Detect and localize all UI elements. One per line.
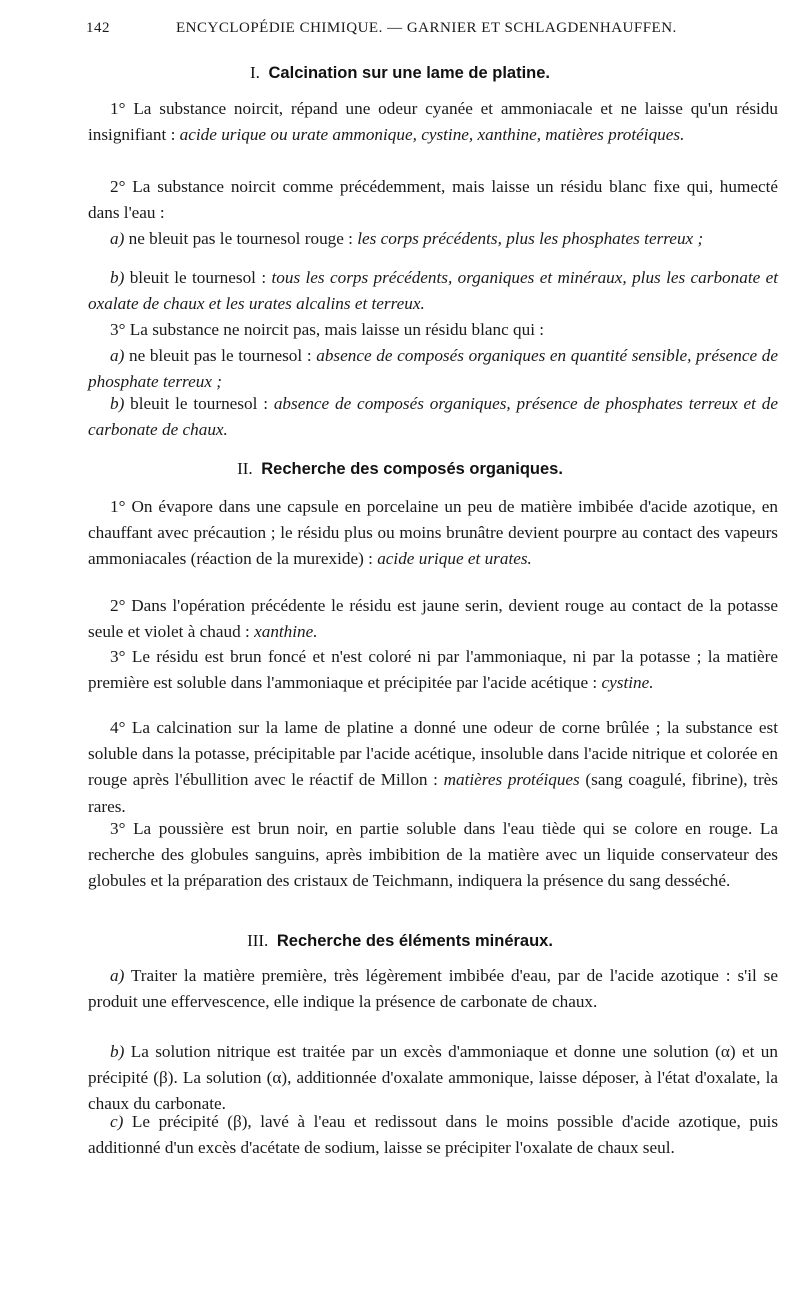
running-title: ENCYCLOPÉDIE CHIMIQUE. — GARNIER ET SCHLAGDENHAUFFEN. [176, 20, 677, 36]
item-marker: 3° [110, 320, 126, 339]
paragraph-italic: absence de composés organiques en quantité sensible, présence de phosphate terreux ; [88, 346, 778, 392]
item-marker: 2° [110, 177, 126, 196]
paragraph-text: La substance ne noircit pas, mais laisse un résidu blanc qui : [129, 320, 545, 339]
paragraph-text: Traiter la matière première, très légèrement imbibée d'eau, par de l'acide azotique : s'il se produit une effervescence, elle indique la présence de carbonate de chaux. [88, 966, 778, 1012]
paragraph-text: La poussière est brun noir, en partie soluble dans l'eau tiède qui se colore en rouge. La recherche des globules sanguins, après imbibition de la matière avec un liquide conservateur des globules et la préparation des cristaux de Teichmann, indiquera la présence du sang desséché. [88, 819, 778, 891]
paragraph [88, 715, 778, 820]
section-number: III. [247, 931, 269, 950]
paragraph-text: ne bleuit pas le tournesol rouge : [128, 229, 353, 248]
paragraph [88, 816, 778, 895]
paragraph-tail: (sang coagulé, fibrine), très rares. [88, 770, 778, 816]
paragraph [88, 96, 778, 148]
section-number: II. [237, 459, 253, 478]
item-marker: 1° [110, 497, 126, 516]
paragraph-italic: tous les corps précédents, organiques et minéraux, plus les carbonate et oxalate de chaux et les urates alcalins et terreux. [88, 268, 779, 314]
paragraph-italic: cystine. [601, 673, 654, 693]
item-marker: 2° [110, 596, 126, 615]
running-head [86, 20, 786, 37]
paragraph-text: Le précipité (β), lavé à l'eau et redissout dans le moins possible d'acide azotique, puis additionné d'un excès d'acétate de sodium, laisse se précipiter l'oxalate de chaux seul. [88, 1112, 779, 1158]
paragraph-text: Dans l'opération précédente le résidu est jaune serin, devient rouge au contact de la potasse seule et violet à chaud : [88, 596, 779, 642]
item-marker: b) [110, 1042, 125, 1061]
paragraph [88, 593, 778, 645]
paragraph-text: bleuit le tournesol : [129, 268, 267, 287]
section-heading [0, 459, 800, 479]
section-number: I. [250, 63, 260, 82]
section-title: Recherche des composés organiques. [261, 460, 563, 478]
item-marker: 1° [110, 99, 126, 118]
paragraph [88, 226, 778, 252]
paragraph-text: bleuit le tournesol : [130, 394, 268, 413]
item-marker: 3° [110, 647, 126, 666]
item-marker: 3° [110, 819, 126, 838]
paragraph-text: La solution nitrique est traitée par un excès d'ammoniaque et donne une solution (α) et un précipité (β). La solution (α), additionnée d'oxalate ammonique, laisse déposer, à l'état d'oxalate, la chaux du carbonate. [88, 1042, 778, 1114]
paragraph [88, 963, 778, 1015]
paragraph [88, 317, 778, 343]
paragraph-text: ne bleuit pas le tournesol : [128, 346, 312, 365]
paragraph-italic: acide urique ou urate ammonique, cystine, xanthine, matières protéiques. [179, 125, 685, 145]
page-number: 142 [86, 20, 110, 36]
paragraph-italic: acide urique et urates. [377, 549, 532, 569]
paragraph [88, 494, 778, 573]
paragraph-italic: matières protéiques [443, 770, 580, 790]
paragraph [88, 265, 778, 317]
item-marker: a) [110, 346, 125, 365]
paragraph-text: La calcination sur la lame de platine a donné une odeur de corne brûlée ; la substance est soluble dans la potasse, précipitable par l'acide acétique, insoluble dans l'acide nitrique et colorée en rouge après l'ébullition avec le réactif de Millon : [88, 718, 778, 790]
paragraph [88, 343, 778, 395]
section-title: Recherche des éléments minéraux. [276, 932, 553, 950]
paragraph-text: La substance noircit comme précédemment, mais laisse un résidu blanc fixe qui, humecté dans l'eau : [88, 177, 779, 223]
paragraph-italic: absence de composés organiques, présence de phosphates terreux et de carbonate de chaux. [88, 394, 779, 440]
paragraph [88, 644, 778, 696]
item-marker: c) [110, 1112, 124, 1131]
item-marker: b) [110, 268, 125, 287]
section-heading [0, 931, 800, 951]
item-marker: a) [110, 966, 125, 985]
item-marker: b) [110, 394, 125, 413]
section-title: Calcination sur une lame de platine. [268, 64, 550, 82]
paragraph-italic: xanthine. [254, 622, 318, 642]
paragraph [88, 1109, 778, 1161]
item-marker: 4° [110, 718, 126, 737]
paragraph [88, 391, 778, 443]
paragraph-text: La substance noircit, répand une odeur cyanée et ammoniacale et ne laisse qu'un résidu insignifiant : [88, 99, 778, 145]
paragraph-text: Le résidu est brun foncé et n'est coloré ni par l'ammoniaque, ni par la potasse ; la matière première est soluble dans l'ammoniaque et précipitée par l'acide acétique : [88, 647, 779, 693]
paragraph [88, 174, 778, 226]
section-heading [0, 63, 800, 83]
paragraph-text: On évapore dans une capsule en porcelaine un peu de matière imbibée d'acide azotique, en chauffant avec précaution ; le résidu plus ou moins brunâtre devient pourpre au contact des vapeurs ammoniacales (réaction de la murexide) : [88, 497, 778, 569]
paragraph-italic: les corps précédents, plus les phosphates terreux ; [357, 229, 704, 248]
item-marker: a) [110, 229, 125, 248]
paragraph [88, 1039, 778, 1118]
